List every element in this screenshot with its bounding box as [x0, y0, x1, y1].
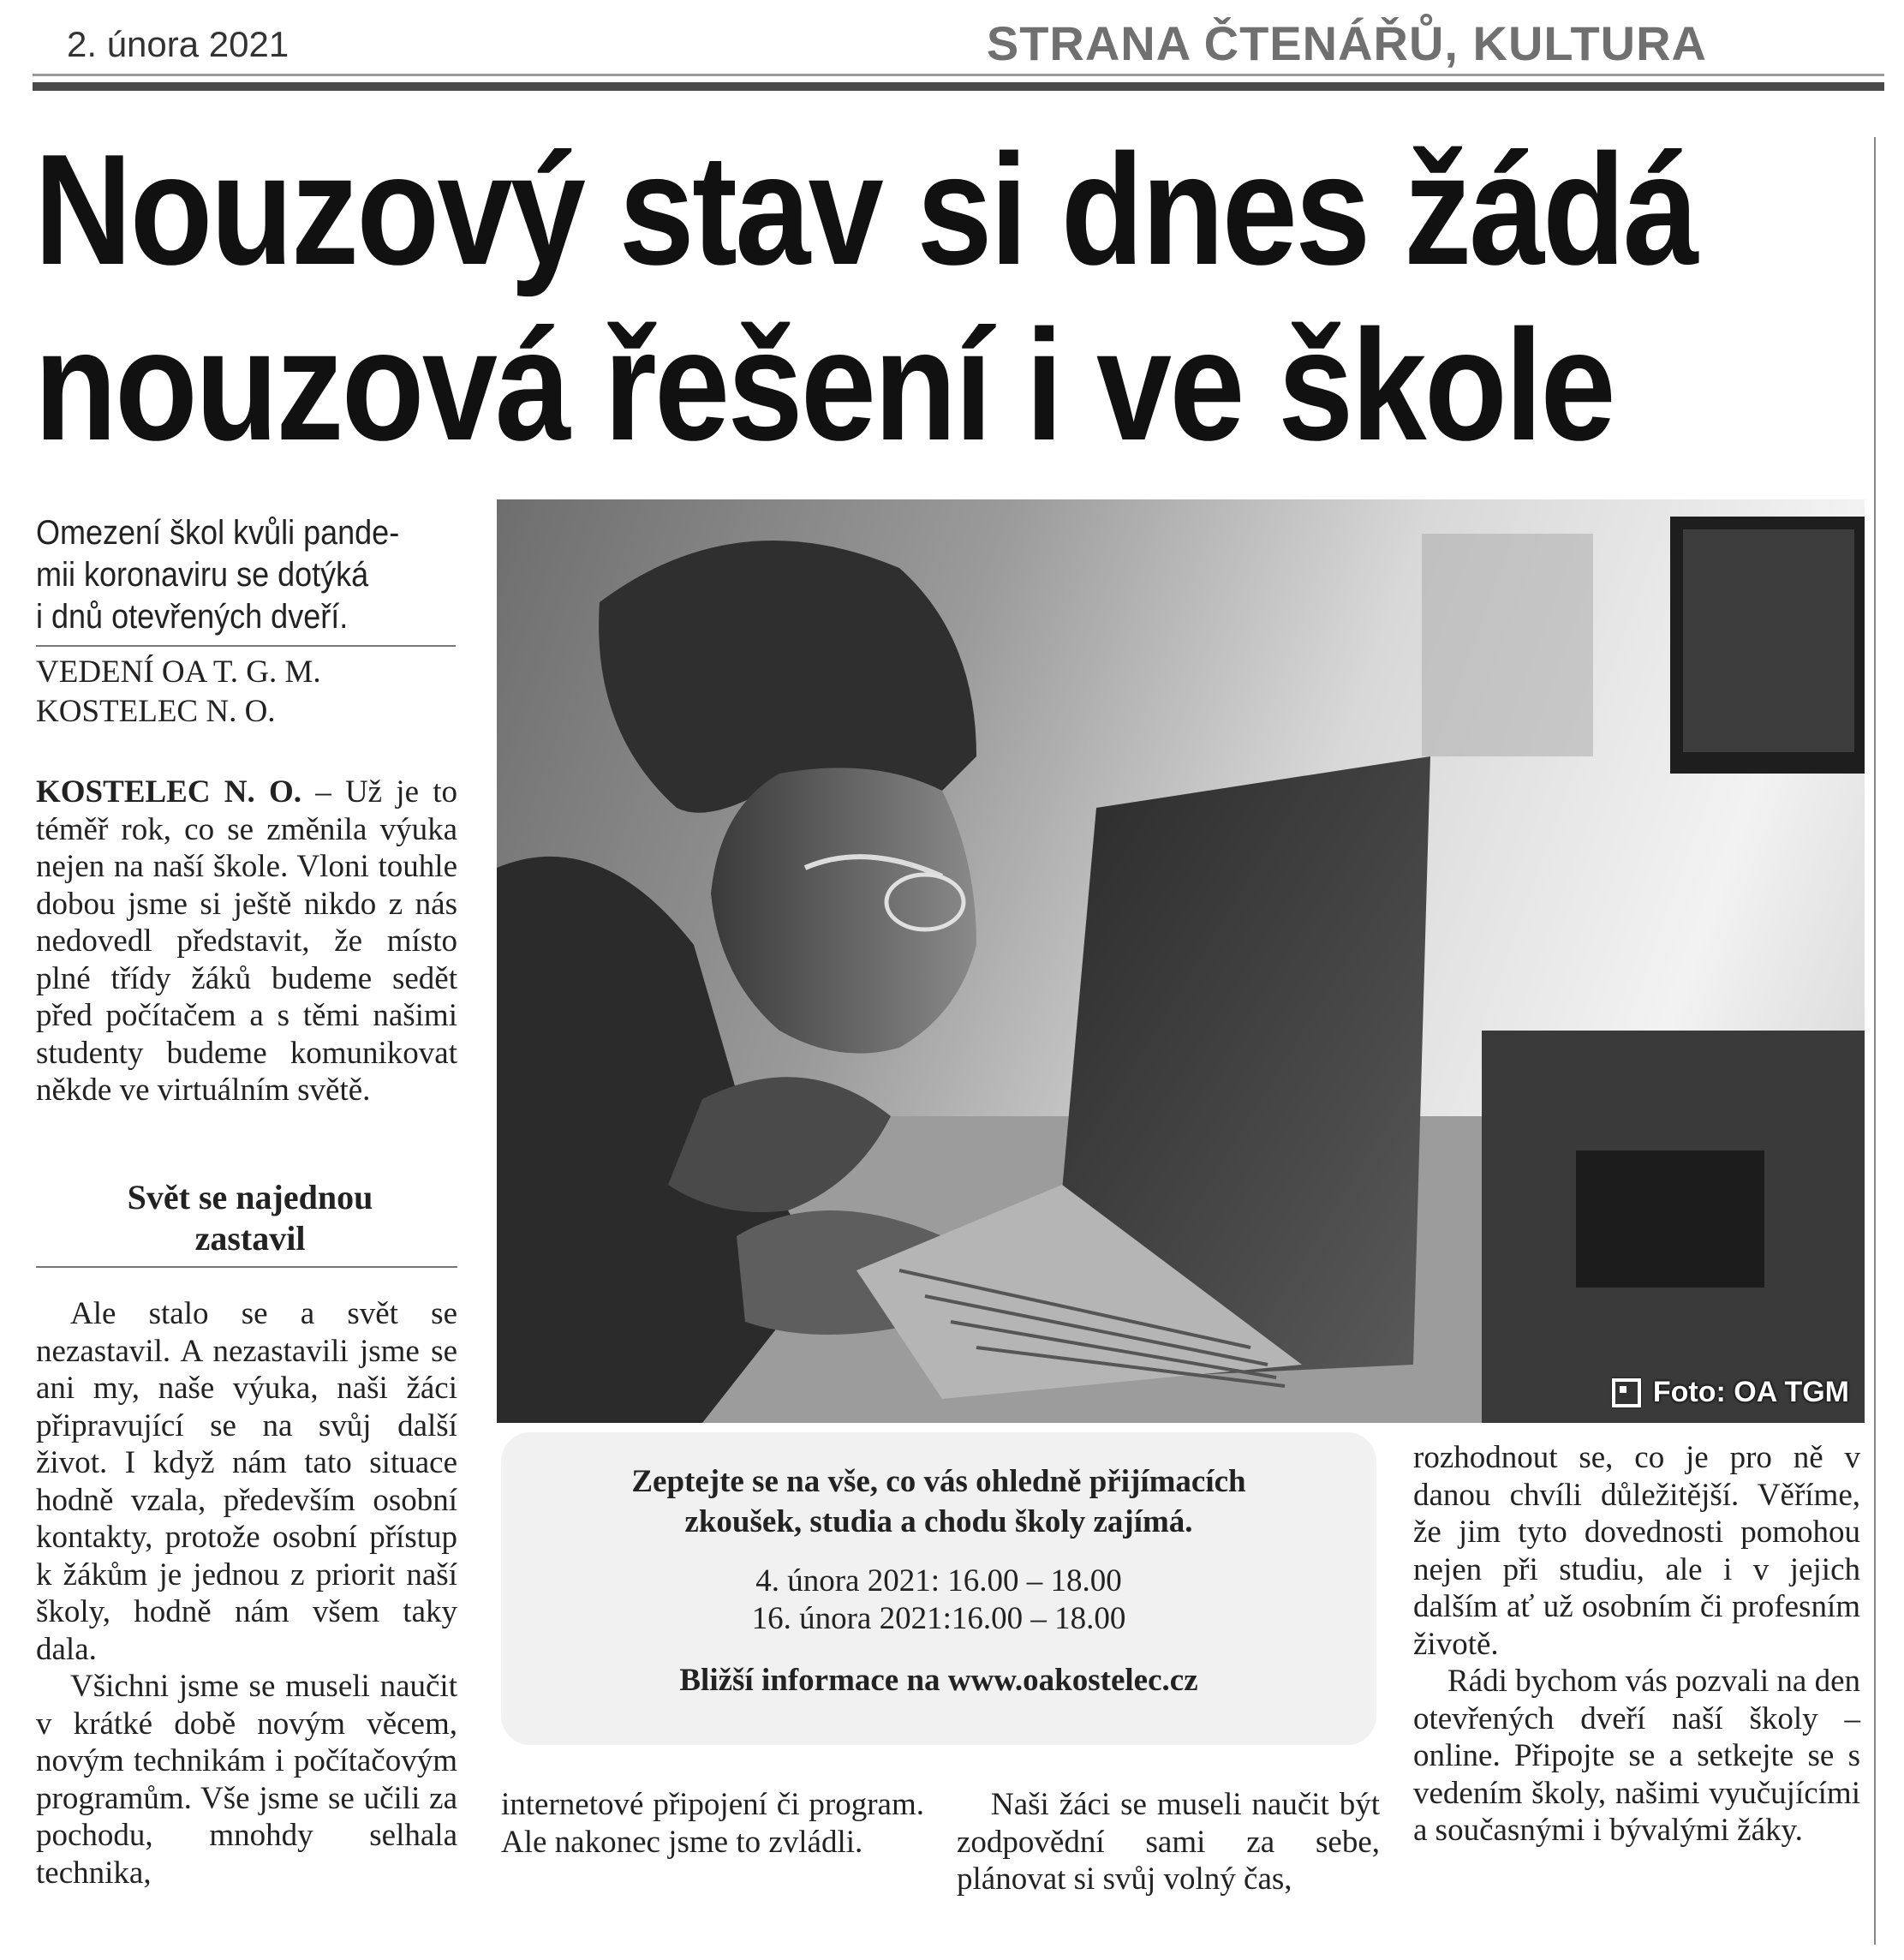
info-dates: [501, 1563, 1376, 1638]
paragraph-1-text: – Už je to téměř rok, co se změnila výuka nejen na naší škole. Vloni touhle dobou jsme si ještě nikdo z nás nedovedl představit, že místo plné třídy žáků budeme sedět před počítačem a s těmi našimi studenty budeme komunikovat někde ve virtuálním světě.: [36, 774, 458, 1108]
article-column-4: [1413, 1439, 1860, 1849]
info-question-line-2: zkoušek, studia a chodu školy zajímá.: [684, 1504, 1193, 1539]
info-website: Bližší informace na www.oakostelec.cz: [679, 1663, 1198, 1698]
lead-text: [36, 512, 421, 638]
photo-illustration: [497, 499, 1865, 1423]
dateline: KOSTELEC N. O.: [36, 774, 302, 810]
lead-rule: [36, 645, 456, 647]
headline: [34, 121, 1697, 473]
info-date-1: 4. února 2021: 16.00 – 18.00: [755, 1563, 1122, 1598]
info-question-line-1: Zeptejte se na vše, co vás ohledně přijímacích: [631, 1464, 1246, 1499]
camera-icon: [1612, 1378, 1641, 1407]
header-rule-thin: [33, 74, 1884, 76]
article-column-2: [501, 1786, 924, 1861]
headline-line-2: nouzová řešení i ve škole: [34, 296, 1614, 473]
info-box: [501, 1432, 1376, 1745]
column-3-text: Naši žáci se museli naučit být zodpovědní sami za sebe, plánovat si svůj volný čas,: [957, 1787, 1380, 1897]
article-column-3: [957, 1786, 1380, 1898]
column-divider: [1874, 137, 1876, 1945]
column-4-paragraph-1: rozhodnout se, co je pro ně v danou chvíli důležitější. Věříme, že jim tyto dovednosti pomohou nejen při studiu, ale i v jejich dalším ať už osobním či profesním životě.: [1413, 1440, 1860, 1662]
paragraph-3: Všichni jsme se museli naučit v krátké době novým věcem, novým technikám i počítačovým programům. Vše jsme se učili za pochodu, mnohdy selhala technika,: [36, 1669, 457, 1891]
subheading-line-1: Svět se najednou: [127, 1178, 373, 1216]
subheading-rule: [36, 1266, 457, 1268]
article-column-1-continued: [36, 1295, 457, 1891]
subheading-line-2: zastavil: [194, 1219, 306, 1258]
column-4-paragraph-2: Rádi bychom vás pozvali na den otevřených dveří naší školy – online. Připojte se a setkejte se s vedením školy, našimi vyučujícími a současnými i bývalými žáky.: [1413, 1664, 1860, 1848]
header-rule-thick: [33, 82, 1884, 91]
info-date-2: 16. února 2021:16.00 – 18.00: [751, 1601, 1126, 1636]
issue-date: 2. února 2021: [67, 24, 289, 64]
byline: [36, 653, 464, 732]
headline-line-1: Nouzový stav si dnes žádá: [34, 121, 1697, 297]
article-paragraph-1: [36, 774, 457, 1109]
paragraph-2: Ale stalo se a svět se nezastavil. A nezastavili jsme se ani my, naše výuka, naši žáci připravující se na svůj další život. I když nám tato situace hodně vzala, především osobní kontakty, protože osobní přístup k žákům je jednou z priorit naší školy, hodně nám všem taky dala.: [36, 1296, 457, 1667]
info-question: [501, 1461, 1376, 1542]
photo-credit-text: Foto: OA TGM: [1652, 1376, 1849, 1408]
lead-line-2: mii koronaviru se dotýká: [36, 556, 369, 594]
byline-line-2: KOSTELEC N. O.: [36, 694, 276, 729]
byline-line-1: VEDENÍ OA T. G. M.: [36, 654, 321, 690]
subheading: [36, 1177, 464, 1259]
column-2-text: internetové připojení či program. Ale nakonec jsme to zvládli.: [501, 1787, 924, 1860]
article-photo: [497, 499, 1865, 1423]
photo-credit: [1612, 1376, 1849, 1409]
lead-line-3: i dnů otevřených dveří.: [36, 598, 349, 636]
section-title: STRANA ČTENÁŘŮ, KULTURA: [986, 16, 1707, 70]
lead-line-1: Omezení škol kvůli pande-: [36, 514, 400, 552]
